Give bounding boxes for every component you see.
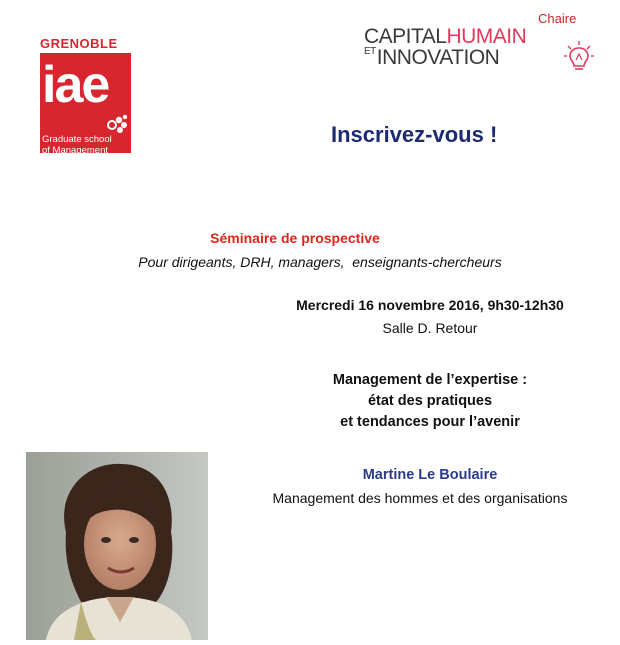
iae-logo	[40, 36, 132, 154]
iae-logo-tagline	[42, 135, 112, 156]
speaker-photo	[26, 452, 208, 640]
lightbulb-icon	[564, 40, 594, 74]
talk-title-line2: état des pratiques	[367, 393, 493, 409]
talk-title-line1: Management de l’expertise :	[332, 372, 528, 388]
iae-tagline-line2: of Management	[42, 144, 109, 156]
seminar-room: Salle D. Retour	[382, 320, 478, 336]
talk-title-line3: et tendances pour l’avenir	[340, 414, 520, 430]
chaire-logo	[362, 8, 602, 80]
chaire-small-text: Chaire	[538, 11, 577, 26]
iae-tagline-line1: Graduate school	[42, 134, 112, 145]
speaker-name: Martine Le Boulaire	[362, 467, 498, 483]
chaire-innovation: INNOVATION	[376, 46, 500, 69]
chaire-line2	[364, 46, 499, 70]
register-cta[interactable]: Inscrivez-vous !	[331, 122, 498, 147]
iae-logo-box	[40, 53, 131, 156]
iae-logo-top-text: GRENOBLE	[40, 36, 118, 51]
chaire-humain: HUMAIN	[446, 25, 527, 48]
seminar-audience: Pour dirigeants, DRH, managers, enseignants-chercheurs	[138, 254, 502, 270]
speaker-photo-image	[26, 452, 208, 640]
seminar-date: Mercredi 16 novembre 2016, 9h30-12h30	[296, 297, 564, 313]
talk-title	[240, 370, 620, 433]
iae-logo-main-text: iae	[42, 56, 109, 114]
speaker-role: Management des hommes et des organisations	[272, 490, 568, 506]
chaire-et: ET	[364, 46, 376, 57]
chaire-capital: CAPITAL	[364, 25, 447, 48]
seminar-title: Séminaire de prospective	[210, 230, 380, 246]
flower-icon	[104, 113, 130, 135]
